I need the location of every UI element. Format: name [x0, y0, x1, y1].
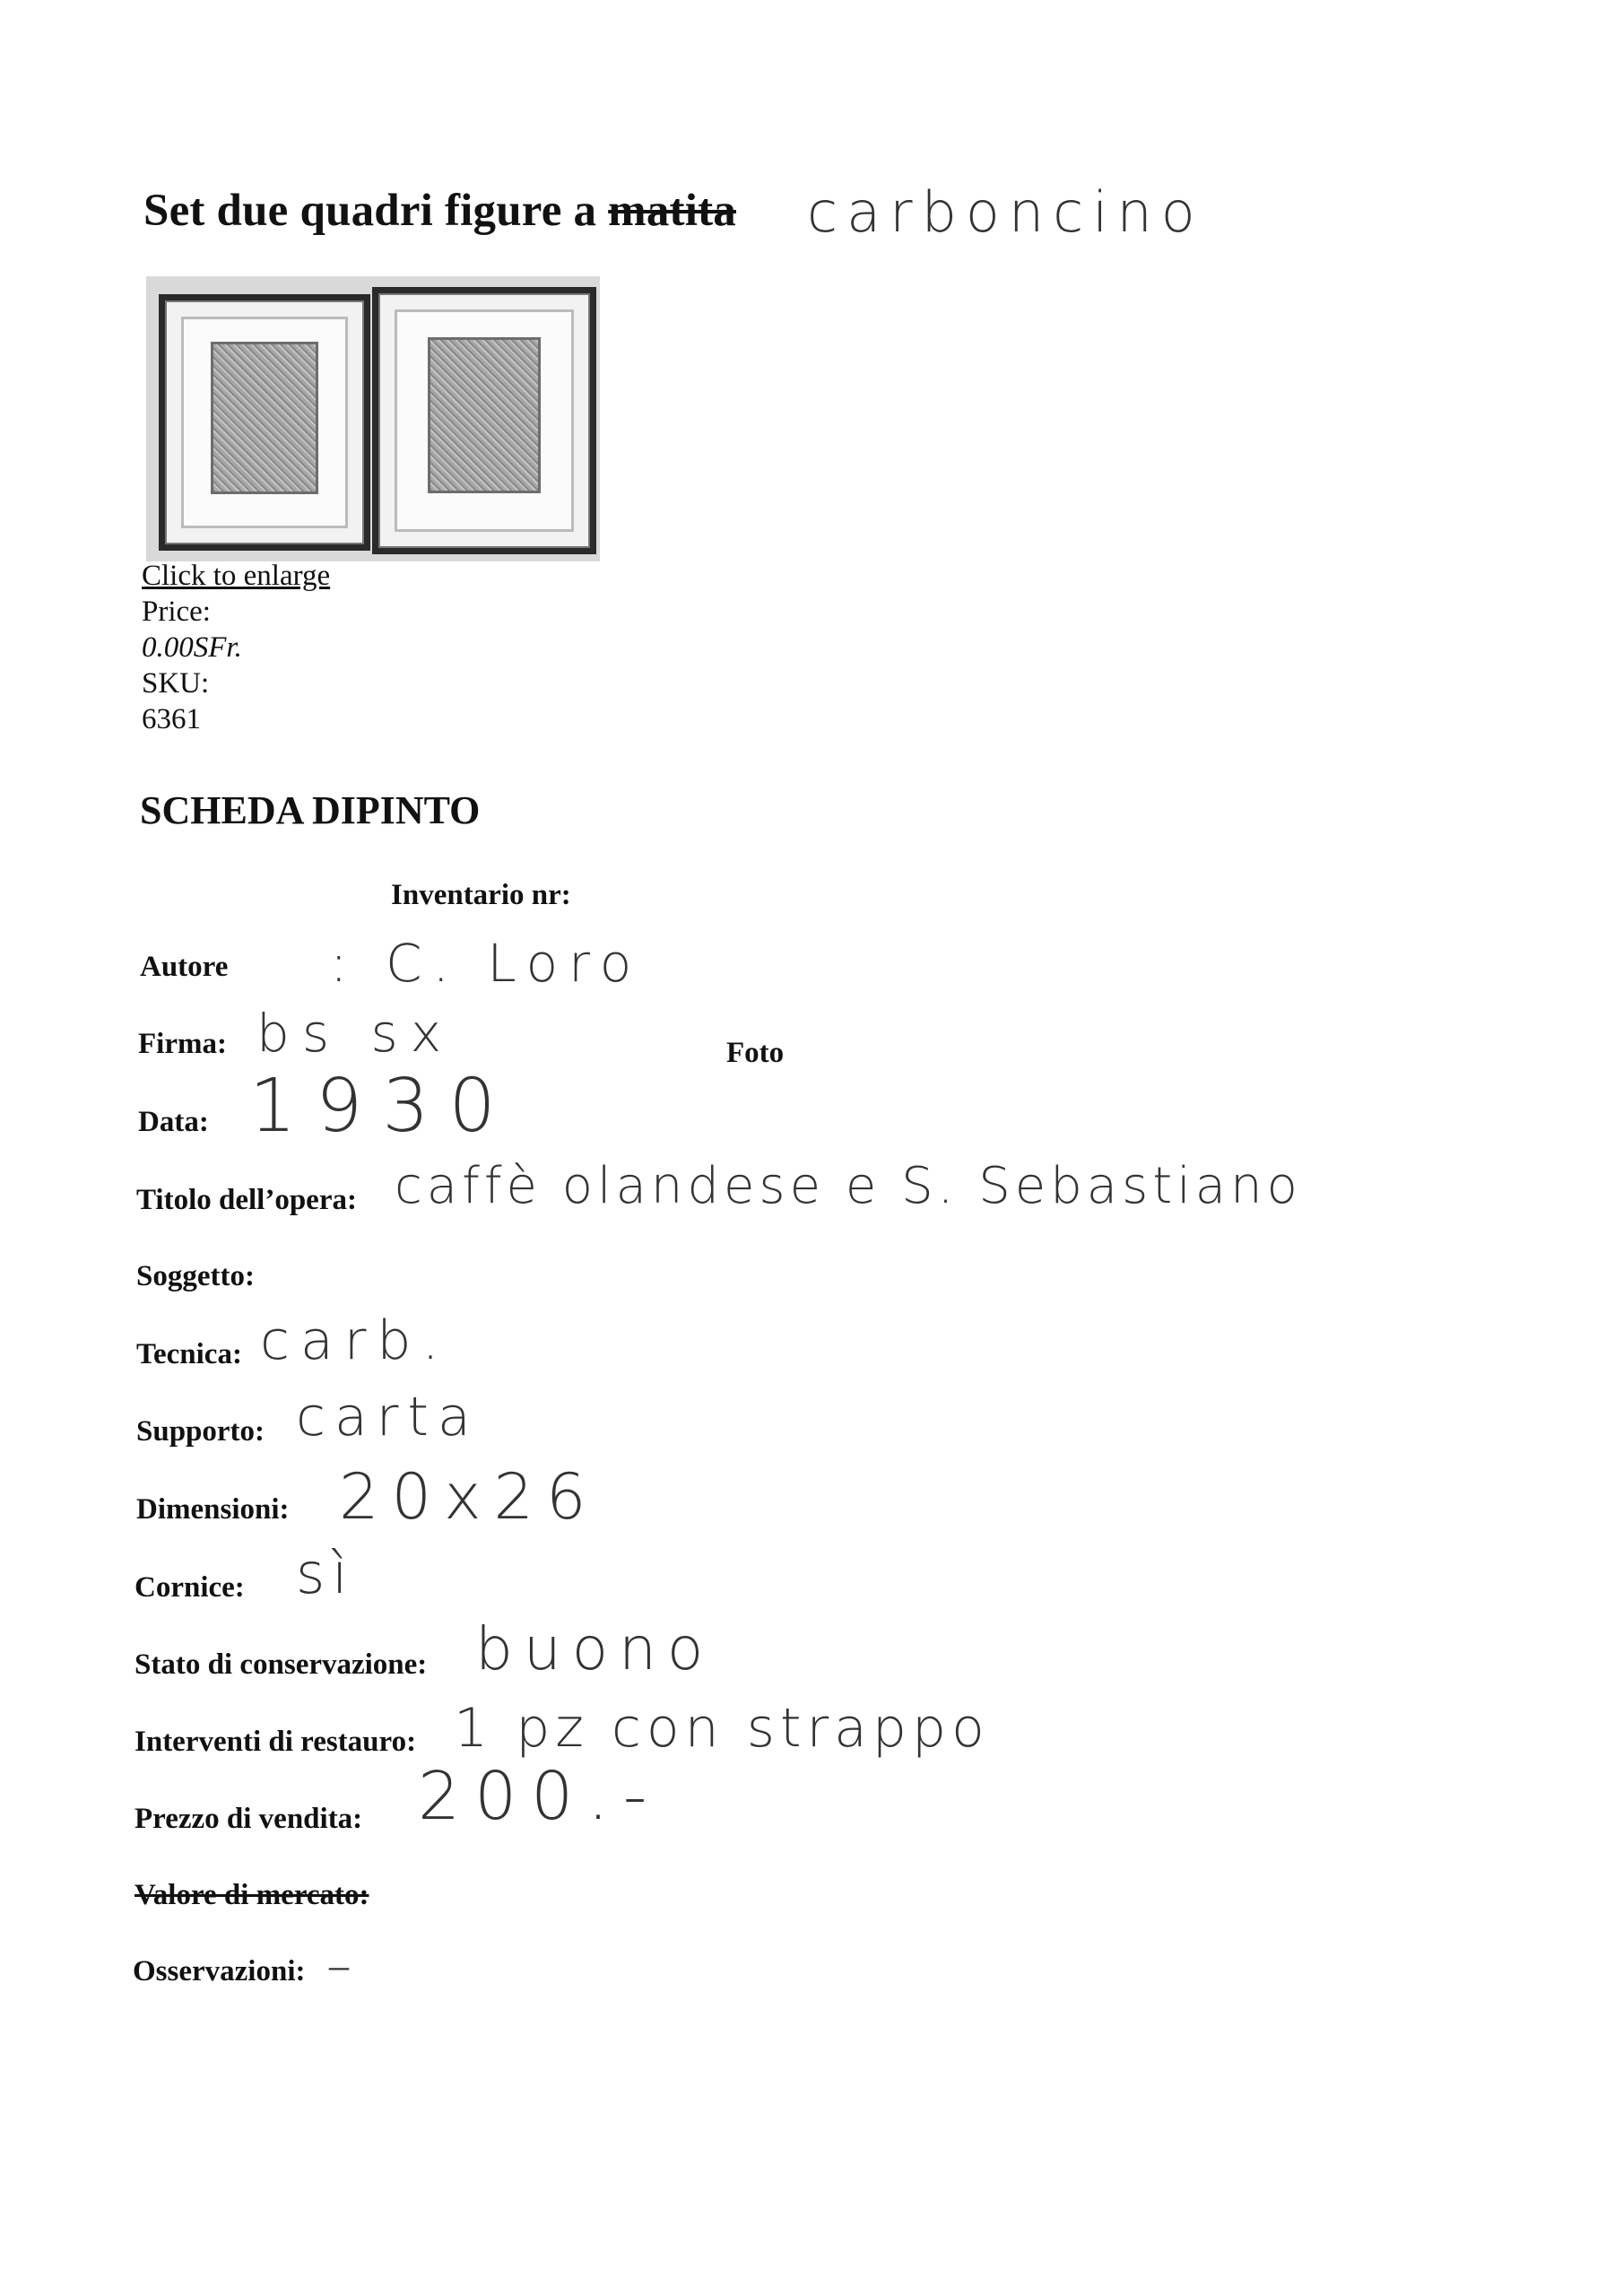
field-label-autore: Autore: [140, 951, 229, 983]
field-label-cornice: Cornice:: [135, 1571, 245, 1604]
field-label-titolo: Titolo dell’opera:: [136, 1184, 357, 1216]
field-value-supporto: carta: [296, 1386, 480, 1448]
field-value-stato: buono: [475, 1614, 715, 1683]
foto-label: Foto: [726, 1037, 785, 1069]
field-value-interventi: 1 pz con strappo: [454, 1697, 990, 1760]
click-to-enlarge-link[interactable]: Click to enlarge: [142, 560, 331, 592]
field-label-data: Data:: [138, 1106, 209, 1138]
form-heading: SCHEDA DIPINTO: [140, 788, 481, 832]
product-photo[interactable]: [146, 276, 600, 561]
field-label-prezzo: Prezzo di vendita:: [135, 1803, 363, 1835]
price-value: 0.00SFr.: [142, 631, 242, 664]
field-label-stato: Stato di conservazione:: [135, 1648, 428, 1681]
field-value-tecnica: carb.: [260, 1309, 450, 1372]
field-label-osservazioni: Osservazioni:: [133, 1955, 306, 1987]
page-title: [143, 185, 736, 237]
left-frame: [159, 294, 370, 551]
field-label-soggetto: Soggetto:: [136, 1260, 255, 1292]
sku-value: 6361: [142, 703, 201, 735]
field-value-data: 1930: [249, 1064, 516, 1149]
field-value-titolo: caffè olandese e S. Sebastiano: [395, 1157, 1302, 1215]
field-value-autore: : C. Loro: [330, 933, 643, 994]
title-prefix: Set due quadri figure a: [143, 186, 609, 236]
field-value-dimensioni: 20x26: [339, 1460, 599, 1534]
field-label-firma: Firma:: [138, 1028, 227, 1060]
inventory-label: Inventario nr:: [391, 879, 571, 911]
title-handwritten-correction: carboncino: [807, 179, 1204, 245]
field-value-cornice: sì: [296, 1541, 355, 1606]
field-label-tecnica: Tecnica:: [136, 1338, 242, 1370]
field-value-firma: bs sx: [256, 1003, 455, 1064]
field-label-interventi: Interventi di restauro:: [135, 1726, 417, 1758]
field-value-osservazioni: –: [326, 1937, 359, 1996]
field-value-prezzo: 200.-: [418, 1758, 662, 1835]
title-struck-word: matita: [608, 186, 736, 236]
sku-label: SKU:: [142, 667, 210, 700]
field-label-valore: Valore di mercato:: [135, 1879, 369, 1911]
price-label: Price:: [142, 596, 211, 628]
field-label-supporto: Supporto:: [136, 1415, 265, 1448]
right-frame: [372, 287, 596, 554]
field-label-dimensioni: Dimensioni:: [136, 1493, 290, 1526]
